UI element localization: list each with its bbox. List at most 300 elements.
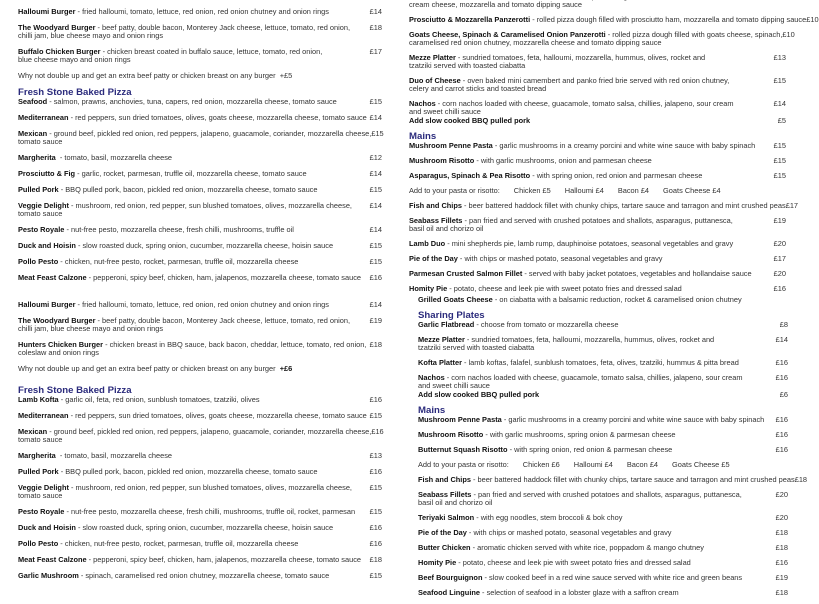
item-text: [409, 142, 768, 150]
item-price: £14: [369, 7, 382, 16]
menu-item: [409, 172, 786, 180]
item-price: £19: [775, 573, 788, 582]
item-price: £20: [775, 513, 788, 522]
item-text: [409, 0, 768, 9]
item-text: [418, 446, 770, 454]
section-heading: Fresh Stone Baked Pizza: [18, 87, 132, 98]
menu-item: [418, 589, 788, 597]
menu-item: [18, 468, 382, 476]
addon-option: Chicken £5: [513, 186, 551, 195]
item-text: [18, 130, 371, 146]
item-text: [418, 529, 770, 537]
item-text: [18, 452, 364, 460]
item-name: Duck and Hoisin: [18, 523, 76, 532]
item-description: - potato, cheese and leek pie with sweet potato fries and dressed salad: [456, 558, 691, 567]
item-description: - chicken, nut-free pesto, rocket, parmesan, truffle oil, mozzarella cheese: [58, 257, 299, 266]
item-price: £16: [369, 467, 382, 476]
item-description: - with garlic mushrooms, spring onion & parmesan cheese: [483, 430, 676, 439]
item-price: £14: [369, 300, 382, 309]
menu-item: [418, 544, 788, 552]
item-description: - lamb koftas, falafel, sunblush tomatoes, feta, olives, tzatziki, hummus & pitta bread: [461, 358, 739, 367]
item-text: [418, 574, 770, 582]
menu-item: [18, 258, 382, 266]
item-price: £16: [773, 284, 786, 293]
menu-item: [18, 274, 382, 282]
item-price: £20: [773, 239, 786, 248]
item-description: - tomato, basil, mozzarella cheese: [57, 153, 173, 162]
item-description: - pan fried and served with crushed potatoes and shallots, asparagus, puttanesca, basil oil and chorizo oil: [418, 490, 742, 507]
item-description: - corn nachos loaded with cheese, guacamole, tomato salsa, chillies, jalapeno, sour cream and sweet chilli sauce: [418, 373, 743, 390]
item-text: [418, 514, 770, 522]
item-name: Nachos: [409, 99, 436, 108]
item-price: £15: [773, 171, 786, 180]
item-description: - red peppers, sun dried tomatoes, olives, goats cheese, mozzarella cheese, tomato sauce: [68, 113, 367, 122]
item-description: - beer battered haddock fillet with chunky chips, tartare sauce and tarragon and mint crushed peas: [470, 475, 795, 484]
menu-item: [409, 30, 795, 47]
item-text: [418, 559, 770, 567]
item-text: [409, 285, 768, 293]
item-description: - BBQ pulled pork, bacon, pickled red onion, mozzarella cheese, tomato sauce: [58, 467, 318, 476]
item-name: Butternut Squash Risotto: [418, 445, 508, 454]
item-description: - ground beef, pickled red onion, red peppers, jalapeno, guacamole, coriander, mozzarella cheese, tomato sauce: [18, 129, 372, 146]
menu-item: [18, 130, 382, 146]
item-description: - garlic mushrooms in a creamy porcini and white wine sauce with baby spinach: [492, 141, 756, 150]
item-text: [18, 154, 364, 162]
item-description: - garlic, rocket, parmesan, truffle oil, mozzarella cheese, tomato sauce: [75, 169, 307, 178]
item-name: Mushroom Penne Pasta: [409, 141, 493, 150]
item-name: Seabass Fillets: [418, 490, 472, 499]
item-text: [418, 391, 770, 399]
menu-item: [418, 336, 788, 352]
item-text: [18, 8, 364, 16]
item-description: - beef patty, double bacon, Monterey Jack cheese, lettuce, tomato, red onion, chilli jam, blue cheese mayo and onion rings: [18, 316, 351, 333]
item-description: - nut-free pesto, mozzarella cheese, fresh chilli, mushrooms, truffle oil: [64, 225, 294, 234]
item-name: Nachos: [418, 373, 445, 382]
item-description: - oven baked mini camembert and panko fried brie served with red onion chutney, celery and carrot sticks and toasted bread: [409, 76, 730, 93]
item-text: [18, 202, 364, 218]
item-price: £15: [369, 411, 382, 420]
item-name: Pie of the Day: [409, 254, 458, 263]
item-price: £18: [794, 475, 808, 484]
menu-item: [418, 374, 788, 390]
item-description: - slow roasted duck, spring onion, cucumber, mozzarella cheese, hoisin sauce: [75, 523, 334, 532]
menu-item: [409, 217, 786, 233]
item-name: Add slow cooked BBQ pulled pork: [418, 390, 540, 399]
item-text: [409, 157, 768, 165]
item-text: [18, 48, 364, 64]
menu-item: [418, 446, 788, 454]
item-text: [418, 589, 770, 597]
item-price: [768, 0, 786, 9]
item-name: Fish and Chips: [409, 201, 462, 210]
note-text: Why not double up and get an extra beef patty or chicken breast on any burger: [18, 71, 280, 80]
item-description: - tomato, basil, mozzarella cheese: [57, 451, 173, 460]
item-text: [409, 54, 768, 70]
item-description: - slow cooked beef in a red wine sauce served with white rice and green beans: [482, 573, 743, 582]
menu-item: [418, 491, 788, 507]
menu-item: [409, 15, 819, 24]
item-text: [409, 31, 782, 47]
item-price: £15: [773, 76, 786, 85]
item-name: Duo of Cheese: [409, 76, 461, 85]
menu-item: [18, 412, 382, 420]
item-price: £16: [775, 415, 788, 424]
menu-item: [409, 285, 786, 293]
item-name: Lamb Kofta: [18, 395, 59, 404]
item-price: £18: [369, 555, 382, 564]
menu-item: [418, 431, 788, 439]
item-price: £14: [369, 169, 382, 178]
menu-item: [418, 321, 788, 329]
item-name: Pollo Pesto: [18, 257, 59, 266]
item-text: [418, 296, 770, 304]
item-price: £10: [806, 15, 819, 24]
item-description: - on ciabatta with a balsamic reduction, rocket & caramelised onion chutney: [492, 295, 742, 304]
item-description: - chicken, nut-free pesto, rocket, parmesan, truffle oil, mozzarella cheese: [58, 539, 299, 548]
item-name: Add slow cooked BBQ pulled pork: [409, 116, 531, 125]
item-description: - sundried tomatoes, feta, halloumi, mozzarella, hummus, olives, rocket and tzatziki served with toasted ciabatta: [409, 53, 706, 70]
item-description: - beef patty, double bacon, Monterey Jack cheese, lettuce, tomato, red onion, chilli jam, blue cheese mayo and onion rings: [18, 23, 351, 40]
item-price: £5: [777, 116, 786, 125]
item-name: Mushroom Penne Pasta: [418, 415, 502, 424]
item-text: [409, 240, 768, 248]
item-name: Mediterranean: [18, 113, 69, 122]
item-price: £16: [369, 273, 382, 282]
item-price: £15: [369, 257, 382, 266]
item-text: [409, 16, 806, 24]
item-description: - chicken breast in BBQ sauce, back bacon, cheddar, lettuce, tomato, red onion, coleslaw and onion rings: [18, 340, 367, 357]
menu-item: [409, 201, 799, 210]
section-heading: Fresh Stone Baked Pizza: [18, 385, 132, 396]
item-price: £14: [773, 99, 786, 108]
item-name: Mushroom Risotto: [409, 156, 475, 165]
item-text: [18, 226, 364, 234]
item-description: - garlic oil, feta, red onion, sunblush tomatoes, tzatziki, olives: [58, 395, 260, 404]
item-text: [409, 217, 768, 233]
item-price: £18: [369, 340, 382, 349]
item-name: Parmesan Crusted Salmon Fillet: [409, 269, 523, 278]
item-price: £16: [775, 430, 788, 439]
item-text: [418, 491, 770, 507]
addon-option: Goats Cheese £5: [672, 460, 730, 469]
menu-item: [18, 341, 382, 357]
item-text: [418, 321, 770, 329]
menu-item: [18, 186, 382, 194]
item-name: Prosciutto & Mozzarella Panzerotti: [409, 15, 531, 24]
section-heading: Mains: [418, 405, 446, 416]
menu-item: [18, 8, 382, 16]
item-name: Homity Pie: [409, 284, 448, 293]
item-name: Prosciutto & Fig: [18, 169, 76, 178]
item-name: Homity Pie: [418, 558, 457, 567]
item-text: [18, 274, 364, 282]
menu-page-top-right: [409, 0, 819, 297]
addon-option: Halloumi £4: [573, 460, 613, 469]
item-text: [18, 508, 364, 516]
item-text: [18, 524, 364, 532]
item-description: - slow roasted duck, spring onion, cucumber, mozzarella cheese, hoisin sauce: [75, 241, 334, 250]
menu-item: [409, 157, 786, 165]
item-price: £14: [369, 201, 382, 210]
item-description: - with spring onion, red onion & parmesan cheese: [507, 445, 673, 454]
menu-item: [418, 416, 788, 424]
item-description: - ground beef, pickled red onion, red peppers, jalapeno, guacamole, coriander, mozzarella cheese, tomato sauce: [18, 427, 372, 444]
item-text: [418, 476, 795, 484]
item-price: £15: [773, 141, 786, 150]
menu-item: [409, 77, 786, 93]
menu-item: [418, 359, 788, 367]
item-name: The Woodyard Burger: [18, 23, 96, 32]
menu-item: [18, 572, 382, 580]
item-name: Garlic Flatbread: [418, 320, 475, 329]
item-description: - pan fried and served with crushed potatoes and shallots, asparagus, puttanesca, basil oil and chorizo oil: [409, 216, 733, 233]
menu-item: [18, 428, 382, 444]
menu-item: [418, 514, 788, 522]
item-text: [18, 258, 364, 266]
item-description: - potato, cheese and leek pie with sweet potato fries and dressed salad: [447, 284, 682, 293]
item-price: £15: [369, 241, 382, 250]
item-price: £6: [779, 390, 788, 399]
item-name: Seabass Fillets: [409, 216, 463, 225]
item-price: £15: [371, 129, 384, 138]
menu-item: [18, 170, 382, 178]
item-description: cream cheese, mozzarella and tomato dipping sauce: [409, 0, 582, 9]
note-text: Why not double up and get an extra beef patty or chicken breast on any burger: [18, 364, 280, 373]
menu-item: [409, 100, 786, 116]
item-description: - BBQ pulled pork, bacon, pickled red onion, mozzarella cheese, tomato sauce: [58, 185, 318, 194]
item-price: £20: [773, 269, 786, 278]
upsell-note: [18, 72, 382, 80]
item-price: £15: [369, 507, 382, 516]
menu-item: [18, 48, 382, 64]
item-name: Veggie Delight: [18, 483, 69, 492]
item-text: [18, 572, 364, 580]
item-price: £14: [775, 335, 788, 344]
item-text: [18, 98, 364, 106]
item-price: £20: [775, 490, 788, 499]
menu-item: [418, 296, 788, 304]
item-name: Teriyaki Salmon: [418, 513, 475, 522]
item-name: Mezze Platter: [409, 53, 456, 62]
item-name: Garlic Mushroom: [18, 571, 79, 580]
item-name: Asparagus, Spinach & Pea Risotto: [409, 171, 531, 180]
item-name: Mexican: [18, 129, 48, 138]
item-description: - spinach, caramelised red onion chutney, mozzarella cheese, tomato sauce: [78, 571, 330, 580]
item-price: £15: [369, 483, 382, 492]
menu-item: [18, 524, 382, 532]
item-text: [418, 374, 770, 390]
item-text: [18, 484, 364, 500]
item-text: [18, 428, 371, 444]
item-name: Buffalo Chicken Burger: [18, 47, 101, 56]
item-text: [418, 431, 770, 439]
item-name: Hunters Chicken Burger: [18, 340, 104, 349]
item-description: - pepperoni, spicy beef, chicken, ham, jalapenos, mozzarella cheese, tomato sauce: [86, 555, 362, 564]
addons-line: [418, 461, 788, 469]
item-name: Pollo Pesto: [18, 539, 59, 548]
item-description: - red peppers, sun dried tomatoes, olives, goats cheese, mozzarella cheese, tomato sauce: [68, 411, 367, 420]
item-price: £16: [775, 358, 788, 367]
item-text: [418, 416, 770, 424]
addon-option: Bacon £4: [626, 460, 659, 469]
section-heading: Sharing Plates: [418, 310, 485, 321]
item-price: £12: [369, 153, 382, 162]
item-description: - corn nachos loaded with cheese, guacamole, tomato salsa, chillies, jalapeno, sour cream and sweet chilli sauce: [409, 99, 734, 116]
item-name: Butter Chicken: [418, 543, 471, 552]
item-description: - with egg noodles, stem broccoli & bok choy: [474, 513, 623, 522]
item-text: [18, 24, 364, 40]
item-description: - salmon, prawns, anchovies, tuna, capers, red onion, mozzarella cheese, tomato sauce: [47, 97, 337, 106]
item-name: Grilled Goats Cheese: [418, 295, 493, 304]
menu-item: [18, 202, 382, 218]
item-text: [409, 172, 768, 180]
item-price: £14: [369, 113, 382, 122]
item-name: Beef Bourguignon: [418, 573, 483, 582]
item-text: [409, 270, 768, 278]
item-name: Lamb Duo: [409, 239, 446, 248]
item-text: [18, 301, 364, 309]
item-price: [770, 296, 788, 304]
menu-item: [409, 240, 786, 248]
menu-item: [18, 301, 382, 309]
menu-item: [409, 0, 786, 9]
item-price: £16: [775, 445, 788, 454]
item-name: Kofta Platter: [418, 358, 462, 367]
upsell-note: [18, 365, 382, 373]
item-price: £16: [369, 523, 382, 532]
item-text: [18, 396, 364, 404]
item-price: £8: [779, 320, 788, 329]
addon-option: Goats Cheese £4: [663, 186, 721, 195]
menu-item: [409, 255, 786, 263]
addon-option: Halloumi £4: [564, 186, 604, 195]
item-text: [18, 242, 364, 250]
item-text: [409, 117, 768, 125]
menu-item: [418, 559, 788, 567]
item-text: [18, 468, 364, 476]
menu-item: [18, 508, 382, 516]
item-price: £18: [775, 528, 788, 537]
item-description: - chicken breast coated in buffalo sauce, lettuce, tomato, red onion, blue cheese mayo and onion rings: [18, 47, 323, 64]
menu-item: [18, 540, 382, 548]
menu-item: [18, 242, 382, 250]
menu-page-bottom-right: [418, 295, 808, 600]
addon-option: Chicken £6: [522, 460, 560, 469]
item-name: Seafood: [18, 97, 48, 106]
item-text: [18, 412, 367, 420]
item-text: [18, 556, 364, 564]
item-description: - mini shepherds pie, lamb rump, dauphinoise potatoes, seasonal vegetables and gravy: [445, 239, 734, 248]
item-name: Duck and Hoisin: [18, 241, 76, 250]
item-name: Mediterranean: [18, 411, 69, 420]
item-price: £16: [775, 558, 788, 567]
item-price: £18: [775, 543, 788, 552]
item-text: [409, 255, 768, 263]
item-price: £19: [369, 316, 382, 325]
section-heading: Mains: [409, 131, 437, 142]
item-text: [18, 317, 364, 333]
item-name: Margherita: [18, 451, 58, 460]
addons-line: [409, 187, 786, 195]
item-price: £15: [369, 185, 382, 194]
item-description: - garlic mushrooms in a creamy porcini and white wine sauce with baby spinach: [501, 415, 765, 424]
menu-item: [18, 226, 382, 234]
item-description: - rolled pizza dough filled with prosciutto ham, mozzarella and tomato dipping sauce: [530, 15, 807, 24]
item-text: [409, 77, 768, 93]
item-description: - pepperoni, spicy beef, chicken, ham, jalapenos, mozzarella cheese, tomato sauce: [86, 273, 362, 282]
menu-item: [418, 529, 788, 537]
item-name: Fish and Chips: [418, 475, 471, 484]
addons-label: Add to your pasta or risotto:: [409, 186, 500, 195]
item-name: Goats Cheese, Spinach & Caramelised Onion Panzerotti: [409, 30, 606, 39]
item-name: Mushroom Risotto: [418, 430, 484, 439]
item-text: [418, 359, 770, 367]
item-price: £15: [773, 156, 786, 165]
item-text: [18, 186, 364, 194]
menu-item: [18, 317, 382, 333]
item-name: Mezze Platter: [418, 335, 465, 344]
menu-item: [418, 574, 788, 582]
item-price: £13: [773, 53, 786, 62]
menu-page-top-left: [18, 0, 382, 298]
item-name: Pie of the Day: [418, 528, 467, 537]
menu-extra: [418, 391, 788, 399]
item-name: Pulled Pork: [18, 467, 59, 476]
note-extra-price: +£6: [279, 364, 293, 373]
item-price: £17: [785, 201, 799, 210]
item-name: Halloumi Burger: [18, 7, 76, 16]
item-description: - fried halloumi, tomato, lettuce, red onion, red onion chutney and onion rings: [75, 300, 329, 309]
menu-item: [418, 475, 808, 484]
menu-item: [18, 452, 382, 460]
item-price: £16: [371, 427, 384, 436]
item-price: £10: [782, 30, 795, 39]
item-name: Pesto Royale: [18, 225, 65, 234]
addon-option: Bacon £4: [617, 186, 650, 195]
item-description: - with chips or mashed potato, seasonal vegetables and gravy: [457, 254, 663, 263]
item-name: Mexican: [18, 427, 48, 436]
menu-page-bottom-left: [18, 298, 382, 600]
item-price: £13: [369, 451, 382, 460]
menu-item: [18, 114, 382, 122]
item-description: - with garlic mushrooms, onion and parmesan cheese: [474, 156, 652, 165]
menu-item: [409, 270, 786, 278]
menu-item: [18, 98, 382, 106]
item-name: Halloumi Burger: [18, 300, 76, 309]
item-price: £16: [369, 539, 382, 548]
item-description: - sundried tomatoes, feta, halloumi, mozzarella, hummus, olives, rocket and tzatziki served with toasted ciabatta: [418, 335, 715, 352]
item-description: - fried halloumi, tomato, lettuce, red onion, red onion chutney and onion rings: [75, 7, 329, 16]
item-name: Pulled Pork: [18, 185, 59, 194]
item-price: £15: [369, 97, 382, 106]
item-price: £18: [369, 23, 382, 32]
item-name: The Woodyard Burger: [18, 316, 96, 325]
item-price: £14: [369, 225, 382, 234]
menu-item: [18, 24, 382, 40]
item-price: £18: [775, 588, 788, 597]
item-price: £16: [369, 395, 382, 404]
item-price: £17: [773, 254, 786, 263]
item-name: Seafood Linguine: [418, 588, 480, 597]
menu-item: [18, 396, 382, 404]
item-description: - choose from tomato or mozzarella cheese: [474, 320, 619, 329]
item-text: [418, 544, 770, 552]
item-description: - selection of seafood in a lobster glaze with a saffron cream: [480, 588, 679, 597]
item-text: [409, 100, 768, 116]
menu-item: [409, 54, 786, 70]
item-name: Pesto Royale: [18, 507, 65, 516]
item-description: - beer battered haddock fillet with chunky chips, tartare sauce and tarragon and mint crushed peas: [461, 201, 786, 210]
